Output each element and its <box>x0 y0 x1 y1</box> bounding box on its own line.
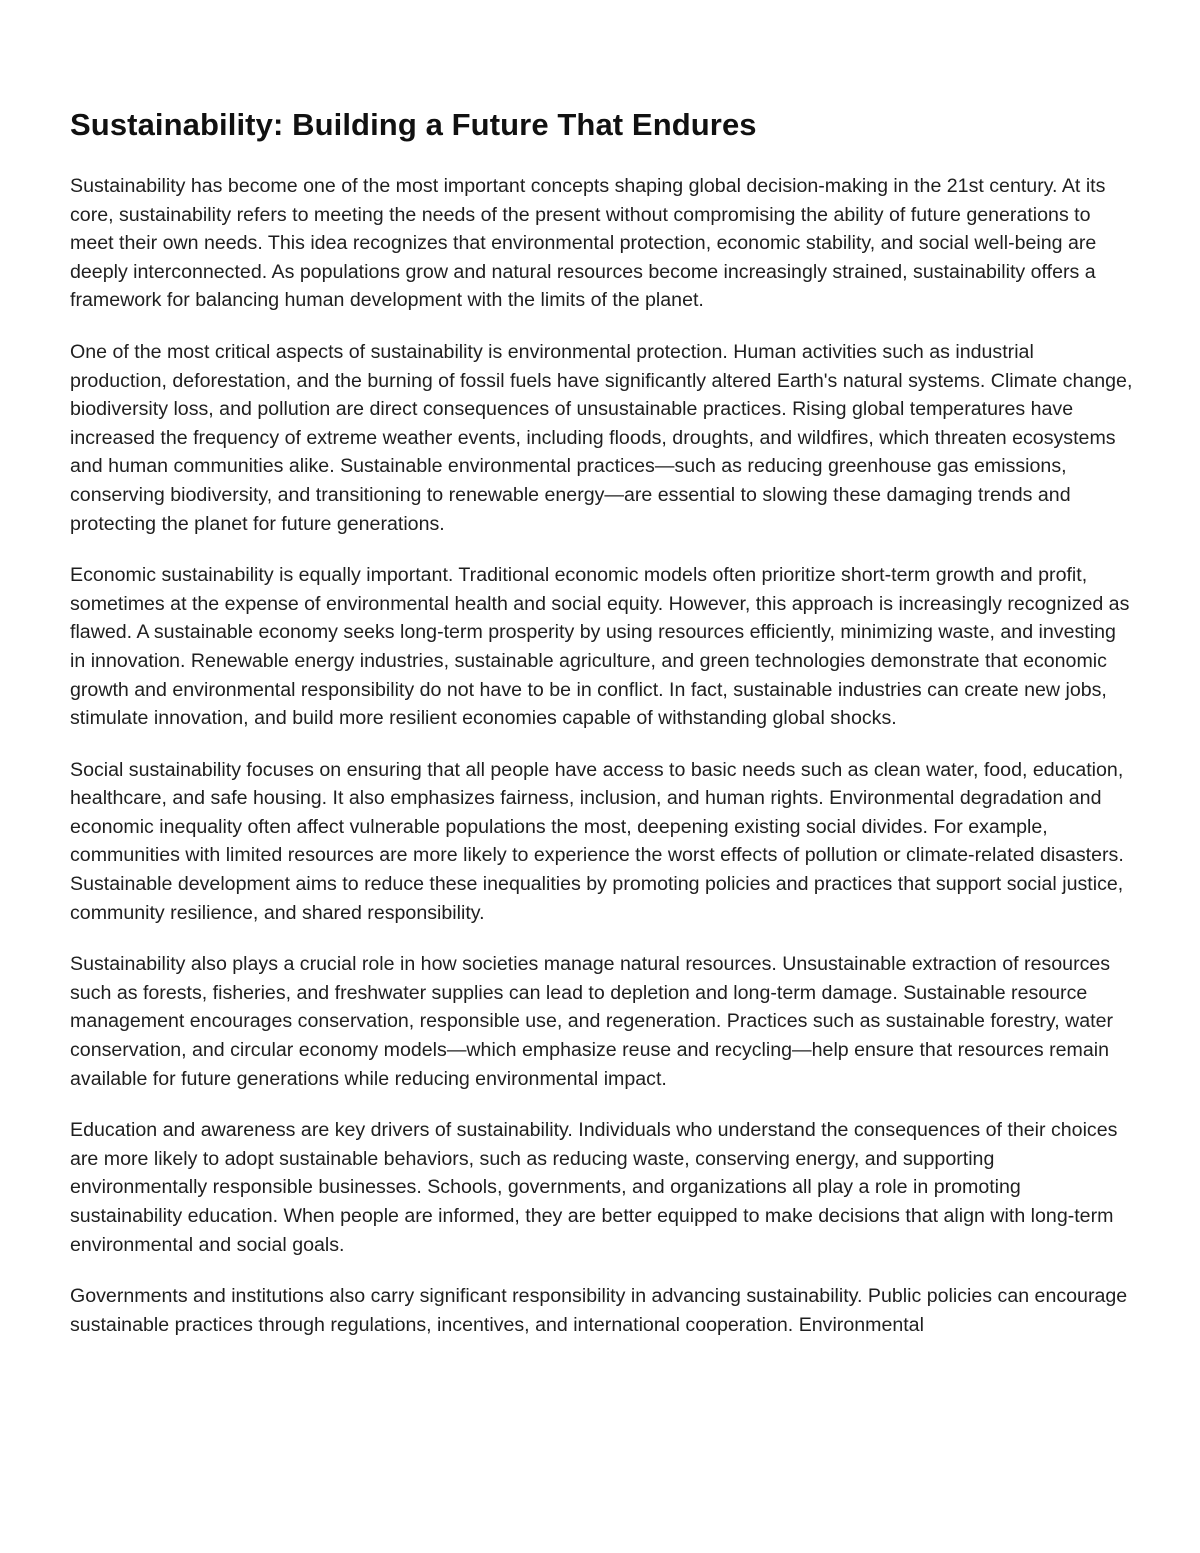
paragraph-definition: Sustainability has become one of the most important concepts shaping global decision-making in the 21st century. At its core, sustainability refers to meeting the needs of the present without compromising the ability of future generations to meet their own needs. This idea recognizes that environmental protection, economic stability, and social well-being are deeply interconnected. As populations grow and natural resources become increasingly strained, sustainability offers a framework for balancing human development with the limits of the planet. <box>70 175 1106 312</box>
paragraph-social: Social sustainability focuses on ensuring that all people have access to basic needs such as clean water, food, education, healthcare, and safe housing. It also emphasizes fairness, inclusion, and human rights. Environmental degradation and economic inequality often affect vulnerable populations the most, deepening existing social divides. For example, communities with limited resources are more likely to experience the worst effects of pollution or climate-related disasters. Sustainable development aims to reduce these inequalities by promoting policies and practices that support social justice, community resilience, and shared responsibility. <box>70 758 1124 924</box>
document-body <box>70 105 1134 1362</box>
paragraph-governments: Governments and institutions also carry significant responsibility in advancing sustainability. Public policies can encourage sustainable practices through regulations, incentives, and international cooperation. Environmental <box>70 1285 1128 1336</box>
paragraph-environmental: One of the most critical aspects of sustainability is environmental protection. Human activities such as industrial production, deforestation, and the burning of fossil fuels have significantly altered Earth's natural systems. Climate change, biodiversity loss, and pollution are direct consequences of unsustainable practices. Rising global temperatures have increased the frequency of extreme weather events, including floods, droughts, and wildfires, which threaten ecosystems and human communities alike. Sustainable environmental practices—such as reducing greenhouse gas emissions, conserving biodiversity, and transitioning to renewable energy—are essential to slowing these damaging trends and protecting the planet for future generations. <box>70 340 1133 535</box>
paragraph-resources: Sustainability also plays a crucial role in how societies manage natural resources. Unsustainable extraction of resources such as forests, fisheries, and freshwater supplies can lead to depletion and long-term damage. Sustainable resource management encourages conservation, responsible use, and regeneration. Practices such as sustainable forestry, water conservation, and circular economy models—which emphasize reuse and recycling—help ensure that resources remain available for future generations while reducing environmental impact. <box>70 953 1114 1090</box>
paragraph-education: Education and awareness are key drivers of sustainability. Individuals who understand the consequences of their choices are more likely to adopt sustainable behaviors, such as reducing waste, conserving energy, and supporting environmentally responsible businesses. Schools, governments, and organizations all play a role in promoting sustainability education. When people are informed, they are better equipped to make decisions that align with long-term environmental and social goals. <box>70 1119 1118 1256</box>
document-title: Sustainability: Building a Future That Endures <box>70 107 757 142</box>
paragraph-economic: Economic sustainability is equally important. Traditional economic models often prioritize short-term growth and profit, sometimes at the expense of environmental health and social equity. However, this approach is increasingly recognized as flawed. A sustainable economy seeks long-term prosperity by using resources efficiently, minimizing waste, and investing in innovation. Renewable energy industries, sustainable agriculture, and green technologies demonstrate that economic growth and environmental responsibility do not have to be in conflict. In fact, sustainable industries can create new jobs, stimulate innovation, and build more resilient economies capable of withstanding global shocks. <box>70 564 1130 730</box>
